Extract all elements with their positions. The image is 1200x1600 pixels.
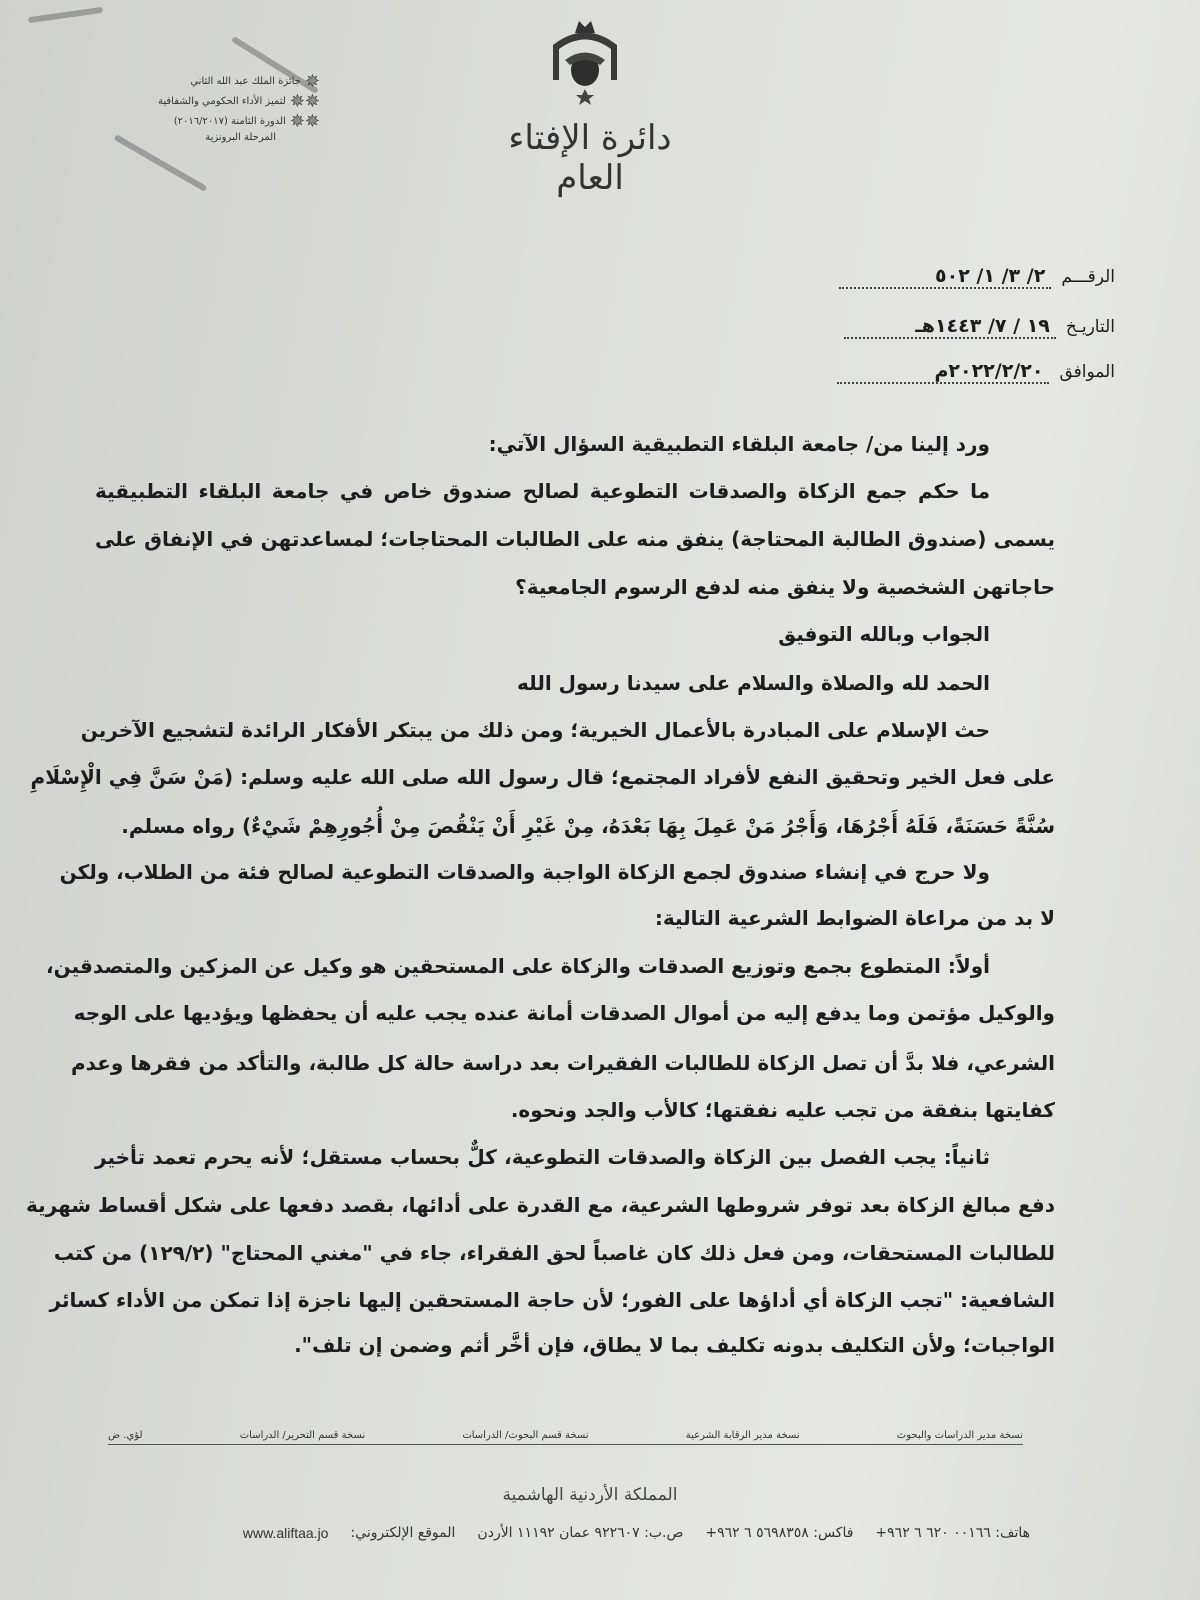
- body-line: الواجبات؛ ولأن التكليف بدونه تكليف بما لا يطاق، فإن أخَّر أثم وضمن إن تلف".: [294, 1333, 1055, 1357]
- award-line: لتميز الأداء الحكومي والشفافية: [157, 96, 286, 107]
- body-line: الجواب وبالله التوفيق: [778, 622, 990, 646]
- writer-initials: لؤي. ض: [108, 1430, 143, 1441]
- phone: هاتف: ٠٠١٦٦ ٦٢٠ ٦ ٩٦٢+: [875, 1525, 1030, 1541]
- corresponding-label: الموافق: [1059, 362, 1115, 382]
- award-line: الدورة الثامنة (٢٠١٦/٢٠١٧): [173, 116, 286, 127]
- award-line: المرحلة البرونزية: [205, 132, 276, 143]
- reference-number: [839, 265, 1115, 289]
- body-line: سُنَّةً حَسَنَةً، فَلَهُ أَجْرُهَا، وَأَجْرُ مَنْ عَمِلَ بِهَا بَعْدَهُ، مِنْ غَيْرِ أَنْ يَنْقُصَ مِنْ أُجُورِهِمْ شَيْءٌ) رواه مسلم.: [121, 814, 1055, 838]
- body-line: ثانياً: يجب الفصل بين الزكاة والصدقات التطوعية، كلٌّ بحساب مستقل؛ لأنه يحرم تعمد تأخير: [95, 1145, 990, 1169]
- copies-distribution: [108, 1430, 1023, 1445]
- body-line: للطالبات المستحقات، ومن فعل ذلك كان غاصباً لحق الفقراء، جاء في "مغني المحتاج" (١٢٩/٢) من كتب: [53, 1241, 1055, 1265]
- ref-value: ٢/ ٣/ ١/ ٥٠٢: [839, 265, 1051, 289]
- body-line: حاجاتهن الشخصية ولا ينفق منه لدفع الرسوم الجامعية؟: [515, 575, 1055, 599]
- body-line: الحمد لله والصلاة والسلام على سيدنا رسول الله: [517, 671, 990, 695]
- date-value: ١٩ / ٧/ ١٤٤٣هـ: [844, 315, 1056, 339]
- corresponding-value: ٢٠٢٢/٢/٢٠م: [837, 360, 1049, 384]
- contact-info: [125, 1525, 1030, 1541]
- body-line: الشافعية: "تجب الزكاة أي أداؤها على الفور؛ لأن حاجة المستحقين إليها ناجزة إذا تمكن من الأداء كسائر: [49, 1288, 1055, 1312]
- body-line: لا بد من مراعاة الضوابط الشرعية التالية:: [654, 906, 1055, 930]
- ref-label: الرقـــم: [1061, 267, 1115, 287]
- jordan-coat-of-arms-emblem: [545, 15, 625, 105]
- copy-recipient: نسخة قسم التحرير/ الدراسات: [239, 1430, 366, 1441]
- date-label: التاريـخ: [1065, 317, 1115, 337]
- body-line: كفايتها بنفقة من تجب عليه نفقتها؛ كالأب والجد ونحوه.: [510, 1098, 1055, 1122]
- body-line: ولا حرج في إنشاء صندوق لجمع الزكاة الواجبة والصدقات التطوعية لصالح فئة من الطلاب، ولكن: [59, 860, 990, 884]
- body-line: دفع مبالغ الزكاة بعد توفر شروطها الشرعية، مع القدرة على أدائها، بقصد دفعها على شكل أقساط شهرية: [26, 1193, 1055, 1217]
- body-line: ما حكم جمع الزكاة والصدقات التطوعية لصالح صندوق خاص في جامعة البلقاء التطبيقية: [95, 479, 990, 503]
- copy-recipient: نسخة قسم البحوث/ الدراسات: [462, 1430, 589, 1441]
- hijri-date: [844, 315, 1115, 339]
- department-name-logo: دائرة الإفتاء العام: [508, 118, 672, 198]
- star-icon: ✵: [304, 71, 320, 92]
- kingdom-name: المملكة الأردنية الهاشمية: [502, 1485, 678, 1505]
- pen-mark: [28, 7, 103, 23]
- award-line: جائزة الملك عبد الله الثاني: [190, 76, 301, 87]
- body-line: على فعل الخير وتحقيق النفع لأفراد المجتمع؛ قال رسول الله صلى الله عليه وسلم: (مَنْ سَنَّ فِي الْإِسْلَامِ: [30, 765, 1055, 789]
- body-line: ورد إلينا من/ جامعة البلقاء التطبيقية السؤال الآتي:: [488, 432, 990, 456]
- star-icon: ✵✵: [289, 91, 320, 112]
- fax: فاكس: ٥٦٩٨٣٥٨ ٦ ٩٦٢+: [705, 1525, 854, 1541]
- body-line: والوكيل مؤتمن وما يدفع إليه من أموال الصدقات أمانة عنده يجب عليه أن يحفظها ويؤديها على الوجه: [73, 1001, 1055, 1025]
- body-line: الشرعي، فلا بدَّ أن تصل الزكاة للطالبات الفقيرات بعد دراسة حالة كل طالبة، والتأكد من فقرها وعدم: [70, 1051, 1055, 1075]
- body-line: أولاً: المتطوع بجمع وتوزيع الصدقات والزكاة على المستحقين هو وكيل عن المزكين والمتصدقين،: [46, 954, 990, 978]
- copy-recipient: نسخة مدير الدراسات والبحوث: [896, 1430, 1023, 1441]
- gregorian-date: [837, 360, 1115, 384]
- star-icon: ✵✵: [289, 111, 320, 132]
- website-label: الموقع الإلكتروني:: [350, 1525, 456, 1541]
- body-line: يسمى (صندوق الطالبة المحتاجة) ينفق منه على الطالبات المحتاجات؛ لمساعدتهن في الإنفاق على: [95, 527, 1055, 551]
- award-badge: [150, 72, 320, 144]
- po-box: ص.ب: ٩٢٢٦٠٧ عمان ١١١٩٢ الأردن: [477, 1525, 684, 1541]
- website-link[interactable]: www.aliftaa.jo: [242, 1525, 329, 1541]
- copy-recipient: نسخة مدير الرقابة الشرعية: [685, 1430, 800, 1441]
- body-line: حث الإسلام على المبادرة بالأعمال الخيرية؛ ومن ذلك من يبتكر الأفكار الرائدة لتشجيع الآخرين: [80, 718, 990, 742]
